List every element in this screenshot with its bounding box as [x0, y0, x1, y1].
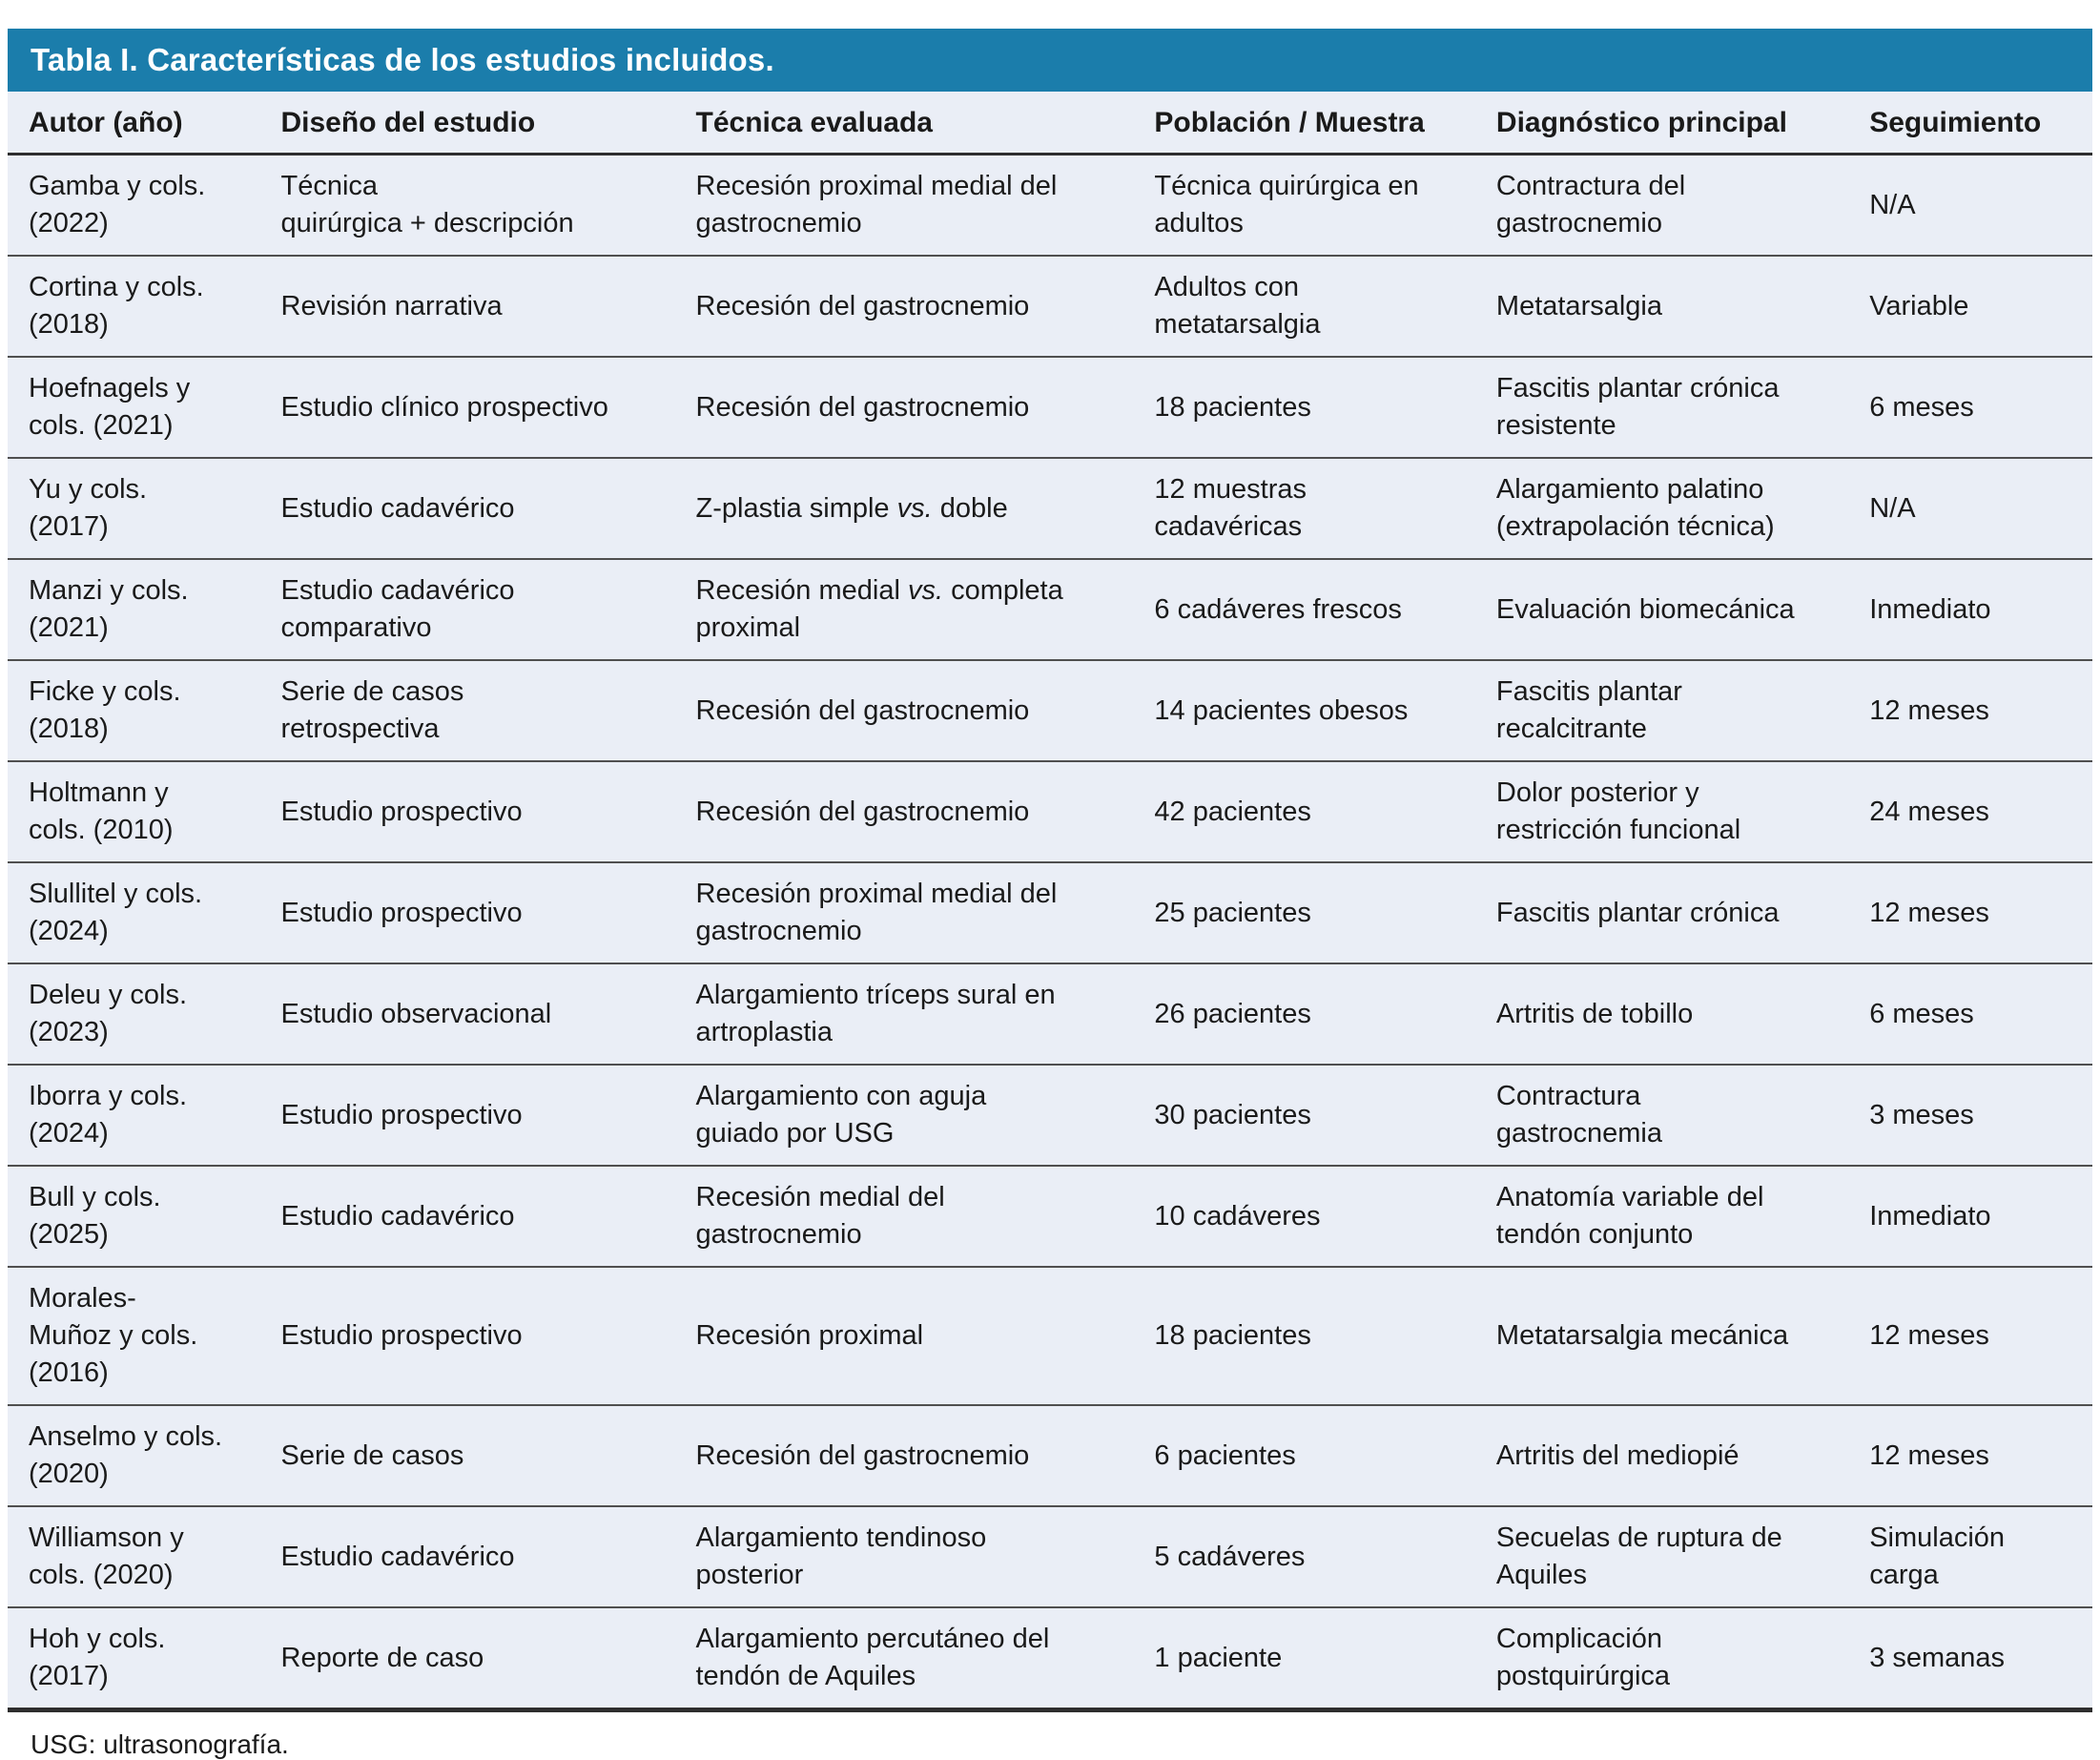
column-header-1: Autor (año): [8, 92, 260, 155]
table-cell: Hoefnagels y cols. (2021): [8, 357, 260, 458]
table-title-bar: [8, 29, 2092, 92]
table-cell: 12 meses: [1848, 660, 2092, 761]
column-header-2: Diseño del estudio: [260, 92, 675, 155]
table-cell: Técnica quirúrgica + descripción: [260, 155, 675, 257]
table-row: [8, 862, 2092, 963]
column-header-4: Población / Muestra: [1133, 92, 1475, 155]
table-cell: 25 pacientes: [1133, 862, 1475, 963]
table-cell: Estudio observacional: [260, 963, 675, 1065]
table-cell: Secuelas de ruptura de Aquiles: [1475, 1506, 1848, 1607]
table-cell: 30 pacientes: [1133, 1065, 1475, 1166]
table-row: [8, 1607, 2092, 1710]
table-cell: Estudio cadavérico: [260, 458, 675, 559]
table-cell: Anselmo y cols. (2020): [8, 1405, 260, 1506]
table-cell: Contractura gastrocnemia: [1475, 1065, 1848, 1166]
table-cell: Contractura del gastrocnemio: [1475, 155, 1848, 257]
table-cell: Técnica quirúrgica en adultos: [1133, 155, 1475, 257]
table-cell: Recesión medial del gastrocnemio: [675, 1166, 1134, 1267]
table-cell: 18 pacientes: [1133, 357, 1475, 458]
table-cell: Morales- Muñoz y cols. (2016): [8, 1267, 260, 1405]
table-row: [8, 963, 2092, 1065]
table-cell: Alargamiento tríceps sural en artroplastia: [675, 963, 1134, 1065]
table-cell: Z-plastia simple vs. doble: [675, 458, 1134, 559]
table-cell: Serie de casos: [260, 1405, 675, 1506]
table-cell: Inmediato: [1848, 1166, 2092, 1267]
table-cell: Recesión proximal: [675, 1267, 1134, 1405]
table-cell: 1 paciente: [1154, 1642, 1283, 1673]
table-cell: Hoh y cols. (2017): [29, 1624, 166, 1691]
table-cell: Variable: [1848, 256, 2092, 357]
table-cell: Ficke y cols. (2018): [8, 660, 260, 761]
table-cell: Cortina y cols. (2018): [8, 256, 260, 357]
table-cell: Artritis de tobillo: [1475, 963, 1848, 1065]
table-cell: Evaluación biomecánica: [1475, 559, 1848, 660]
table-row: [8, 256, 2092, 357]
table-cell: Complicación postquirúrgica: [1495, 1624, 1671, 1691]
table-cell: N/A: [1848, 458, 2092, 559]
table-row: [8, 761, 2092, 862]
table-cell: 18 pacientes: [1133, 1267, 1475, 1405]
table-cell: 12 muestras cadavéricas: [1133, 458, 1475, 559]
table-cell: Recesión medial vs. completa proximal: [675, 559, 1134, 660]
document-page: [8, 29, 2092, 1760]
table-cell: Recesión del gastrocnemio: [675, 256, 1134, 357]
table-cell: 3 meses: [1848, 1065, 2092, 1166]
table-cell: Metatarsalgia mecánica: [1475, 1267, 1848, 1405]
table-cell: Dolor posterior y restricción funcional: [1475, 761, 1848, 862]
table-cell: Alargamiento con aguja guiado por USG: [675, 1065, 1134, 1166]
table-row: [8, 1405, 2092, 1506]
table-cell: Holtmann y cols. (2010): [8, 761, 260, 862]
table-cell: 26 pacientes: [1133, 963, 1475, 1065]
table-cell: Manzi y cols. (2021): [8, 559, 260, 660]
table-cell: 6 cadáveres frescos: [1133, 559, 1475, 660]
table-cell: 12 meses: [1848, 862, 2092, 963]
table-cell: Estudio clínico prospectivo: [260, 357, 675, 458]
table-cell: Alargamiento percutáneo del tendón de Aquiles: [695, 1624, 1050, 1691]
table-cell: Recesión proximal medial del gastrocnemio: [675, 862, 1134, 963]
table-cell: Reporte de caso: [280, 1642, 484, 1673]
table-row: [8, 1166, 2092, 1267]
table-cell: Adultos con metatarsalgia: [1133, 256, 1475, 357]
table-cell: Fascitis plantar recalcitrante: [1475, 660, 1848, 761]
table-cell: Anatomía variable del tendón conjunto: [1475, 1166, 1848, 1267]
column-header-3: Técnica evaluada: [675, 92, 1134, 155]
table-cell: Estudio prospectivo: [260, 761, 675, 862]
table-row: [8, 1065, 2092, 1166]
table-cell: Estudio prospectivo: [260, 1065, 675, 1166]
header-row: [8, 92, 2092, 155]
table-row: [8, 458, 2092, 559]
table-cell: Recesión del gastrocnemio: [675, 357, 1134, 458]
table-cell: 5 cadáveres: [1133, 1506, 1475, 1607]
table-cell: 14 pacientes obesos: [1133, 660, 1475, 761]
column-header-6: Seguimiento: [1848, 92, 2092, 155]
table-cell: 12 meses: [1848, 1405, 2092, 1506]
table-footnote: USG: ultrasonografía.: [31, 1729, 289, 1759]
table-cell: 6 meses: [1848, 357, 2092, 458]
table-cell: 24 meses: [1848, 761, 2092, 862]
table-cell: Williamson y cols. (2020): [8, 1506, 260, 1607]
table-cell: Recesión del gastrocnemio: [675, 660, 1134, 761]
table-cell: Inmediato: [1848, 559, 2092, 660]
table-cell: Deleu y cols. (2023): [8, 963, 260, 1065]
table-row: [8, 1506, 2092, 1607]
table-title: Tabla I. Características de los estudios incluidos.: [31, 42, 774, 77]
table-cell: N/A: [1848, 155, 2092, 257]
table-cell: Fascitis plantar crónica resistente: [1475, 357, 1848, 458]
table-cell: 42 pacientes: [1133, 761, 1475, 862]
table-cell: Alargamiento tendinoso posterior: [675, 1506, 1134, 1607]
table-row: [8, 660, 2092, 761]
table-cell: 6 pacientes: [1133, 1405, 1475, 1506]
table-cell: Recesión del gastrocnemio: [675, 1405, 1134, 1506]
table-cell: Recesión proximal medial del gastrocnemio: [675, 155, 1134, 257]
table-row: [8, 357, 2092, 458]
table-cell: Iborra y cols. (2024): [8, 1065, 260, 1166]
table-cell: Yu y cols. (2017): [8, 458, 260, 559]
table-cell: 10 cadáveres: [1133, 1166, 1475, 1267]
table-cell: Gamba y cols. (2022): [8, 155, 260, 257]
table-cell: 6 meses: [1848, 963, 2092, 1065]
table-cell: Metatarsalgia: [1475, 256, 1848, 357]
table-cell: Slullitel y cols. (2024): [8, 862, 260, 963]
table-cell: Recesión del gastrocnemio: [675, 761, 1134, 862]
table-cell: Bull y cols. (2025): [8, 1166, 260, 1267]
column-header-5: Diagnóstico principal: [1475, 92, 1848, 155]
table-cell: 12 meses: [1848, 1267, 2092, 1405]
table-row: [8, 1267, 2092, 1405]
table-cell: Simulación carga: [1848, 1506, 2092, 1607]
table-cell: Estudio cadavérico comparativo: [260, 559, 675, 660]
table-cell: Fascitis plantar crónica: [1475, 862, 1848, 963]
table-cell: Estudio prospectivo: [260, 1267, 675, 1405]
studies-table: [8, 92, 2092, 1712]
table-cell: Artritis del mediopié: [1475, 1405, 1848, 1506]
table-cell: Revisión narrativa: [260, 256, 675, 357]
table-cell: 3 semanas: [1869, 1642, 2006, 1673]
table-cell: Estudio prospectivo: [260, 862, 675, 963]
table-cell: Alargamiento palatino (extrapolación técnica): [1475, 458, 1848, 559]
table-cell: Serie de casos retrospectiva: [260, 660, 675, 761]
table-cell: Estudio cadavérico: [260, 1166, 675, 1267]
table-row: [8, 559, 2092, 660]
table-row: [8, 155, 2092, 257]
table-cell: Estudio cadavérico: [260, 1506, 675, 1607]
